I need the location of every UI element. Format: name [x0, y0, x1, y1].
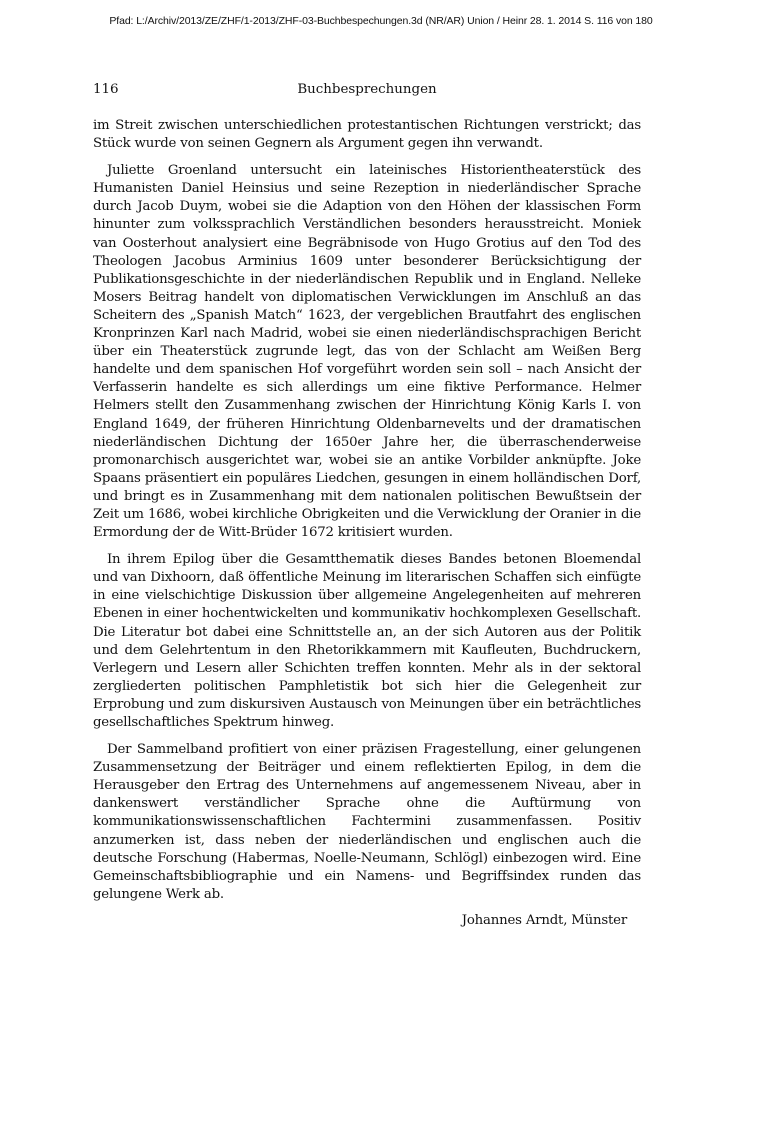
review-body — [93, 117, 641, 930]
paragraph-epilog: In ihrem Epilog über die Gesamtthematik dieses Bandes betonen Bloemendal und van Dixhoorn, daß öffentliche Meinung im literarischen Schaffen sich einfügte in eine vielschichtige Diskussion über allgemeine Angelegenheiten auf mehreren Ebenen in einer hochentwickelten und kommunikativ hochkomplexen Gesellschaft. Die Literatur bot dabei eine Schnittstelle an, an der sich Autoren aus der Politik und dem Gelehrtentum in den Rhetorikkammern mit Kaufleuten, Buchdruckern, Verlegern und Lesern aller Schichten treffen konnten. Mehr als in der sektoral zergliederten politischen Pamphletistik bot sich hier die Gelegenheit zur Erprobung und zum diskursiven Austausch von Meinungen über ein beträchtliches gesellschaftliches Spektrum hinweg. — [93, 552, 641, 730]
page-number: 116 — [93, 82, 119, 97]
file-path-slug: Pfad: L:/Archiv/2013/ZE/ZHF/1-2013/ZHF-03-Buchbespechungen.3d (NR/AR) Union / Heinr 28. 1. 2014 S. 116 von 180 — [109, 15, 653, 27]
paragraph-contributions: Juliette Groenland untersucht ein lateinisches Historientheaterstück des Humanisten Daniel Heinsius und seine Rezeption in niederländischer Sprache durch Jacob Duym, wobei sie die Adaption von den Höhen der klassischen Form hinunter zum volkssprachlich Verständlichen besonders herausstreicht. Moniek van Oosterhout analysiert eine Begräbnisode von Hugo Grotius auf den Tod des Theologen Jacobus Arminius 1609 unter besonderer Berücksichtigung der Publikationsgeschichte in der niederländischen Republik und in England. Nelleke Mosers Beitrag handelt von diplomatischen Verwicklungen im Anschluß an das Scheitern des „Spanish Match“ 1623, der vergeblichen Brautfahrt des englischen Kronprinzen Karl nach Madrid, wobei sie einen niederländischsprachigen Bericht über ein Theaterstück zugrunde legt, das von der Schlacht am Weißen Berg handelte und dem spanischen Hof vorgeführt worden sein soll – nach Ansicht der Verfasserin handelte es sich allerdings um eine fiktive Performance. Helmer Helmers stellt den Zusammenhang zwischen der Hinrichtung König Karls I. von England 1649, der früheren Hinrichtung Oldenbarnevelts und der dramatischen niederländischen Dichtung der 1650er Jahre her, die überraschenderweise promonarchisch ausgerichtet war, wobei sie an antike Vorbilder anknüpfte. Joke Spaans präsentiert ein populäres Liedchen, gesungen in einem holländischen Dorf, und bringt es in Zusammenhang mit dem nationalen politischen Bewußtsein der Zeit um 1686, wobei kirchliche Obrigkeiten und die Verwicklung der Oranier in die Ermordung der de Witt-Brüder 1672 kritisiert wurden. — [93, 163, 641, 541]
reviewer-signature: Johannes Arndt, Münster — [461, 912, 627, 928]
section-title: Buchbesprechungen — [297, 82, 437, 97]
paragraph-assessment: Der Sammelband profitiert von einer präzisen Fragestellung, einer gelungenen Zusammensetzung der Beiträger und einem reflektierten Epilog, in dem die Herausgeber den Ertrag des Unternehmens auf angemessenem Niveau, aber in dankenswert verständlicher Sprache ohne die Auftürmung von kommunikationswissenschaftlichen Fachtermini zusammenfassen. Positiv anzumerken ist, dass neben der niederländischen und englischen auch die deutsche Forschung (Habermas, Noelle-Neumann, Schlögl) einbezogen wird. Eine Gemeinschaftsbibliographie und ein Namens- und Begriffsindex runden das gelungene Werk ab. — [93, 742, 641, 902]
paragraph-continuation: im Streit zwischen unterschiedlichen protestantischen Richtungen verstrickt; das Stück wurde von seinen Gegnern als Argument gegen ihn verwandt. — [93, 118, 641, 152]
